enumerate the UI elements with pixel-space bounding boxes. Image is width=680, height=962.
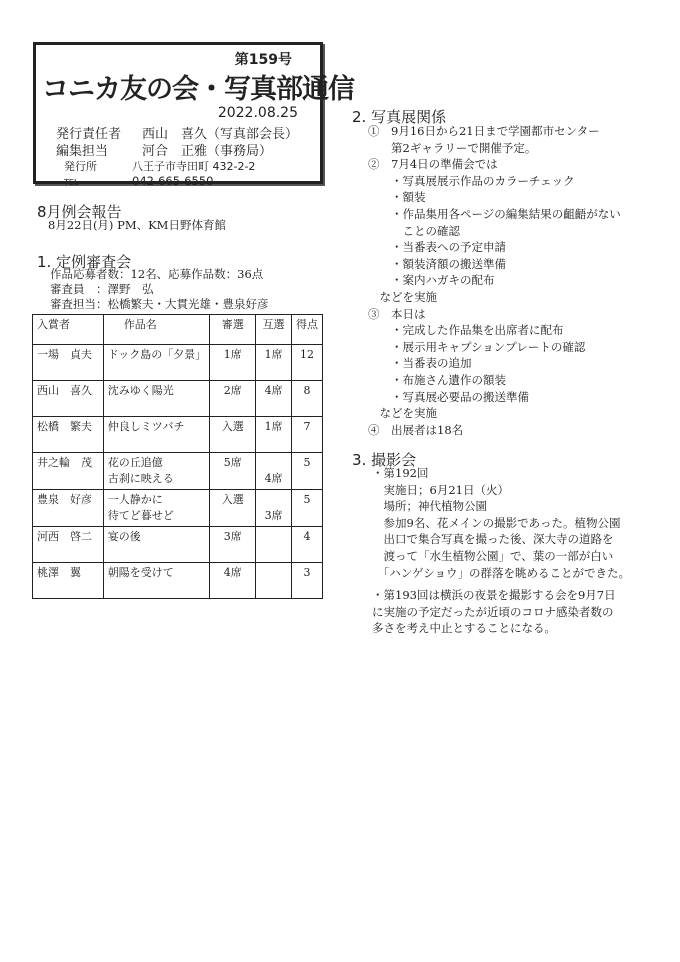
- judge-rank: 1席: [210, 345, 256, 381]
- results-table: [32, 314, 323, 599]
- winner-name: 井之輪 茂: [33, 453, 104, 490]
- editor-line: [56, 140, 272, 159]
- section1-info: [50, 267, 269, 312]
- score: 4: [292, 527, 323, 563]
- note-line: に実施の予定だったが近頃のコロナ感染者数の: [372, 604, 614, 619]
- mutual-rank-2: 3席: [264, 509, 283, 522]
- winner-name: 豊泉 好彦: [33, 490, 104, 527]
- work-title: 古刹に映える: [107, 472, 174, 485]
- score: 8: [292, 381, 323, 417]
- work-title: 朝陽を受けて: [107, 566, 174, 579]
- list-line: ・当番表の追加: [368, 356, 472, 371]
- list-line: などを実施: [368, 406, 437, 421]
- work-title: 一人静かに: [107, 493, 163, 506]
- work-title: 沈みゆく陽光: [107, 384, 174, 397]
- winner-name: 河西 啓二: [33, 527, 104, 563]
- publisher-name: 西山 喜久（写真部会長）: [142, 127, 299, 142]
- work-titles: [103, 417, 210, 453]
- info-line: 作品応募者数：12名、応募作品数：36点: [50, 267, 264, 281]
- list-line: ・布施さん遺作の額装: [368, 372, 506, 387]
- winner-name: 桃澤 翼: [33, 563, 104, 599]
- list-line: 第2ギャラリーで開催予定。: [368, 140, 537, 155]
- work-title: 花の丘追億: [107, 456, 163, 469]
- list-line: 出口で集合写真を撮った後、深大寺の道路を: [372, 532, 614, 547]
- list-line: ・展示用キャプションプレートの確認: [368, 339, 586, 354]
- newsletter-title: コニカ友の会・写真部通信: [42, 74, 354, 105]
- list-line: 渡って「水生植物公園」で、葉の一部が白い: [372, 548, 614, 563]
- work-title: 仲良しミツバチ: [107, 420, 185, 433]
- col-header: 作品名: [103, 315, 210, 345]
- mutual-rank: [256, 527, 292, 563]
- table-row: [33, 453, 323, 490]
- issue-number: 第159号: [234, 52, 292, 68]
- list-line: ・額装: [368, 190, 426, 205]
- editor-label: 編集担当: [56, 144, 109, 159]
- mutual-rank-1: 1席: [264, 348, 283, 361]
- list-line: ことの確認: [368, 223, 460, 238]
- list-line: 「ハンゲショウ」の群落を眺めることができた。: [372, 565, 631, 580]
- mutual-rank-1: [260, 492, 287, 508]
- table-row: [33, 417, 323, 453]
- note-line: 多さを考え中止とすることになる。: [372, 621, 556, 636]
- tel-line: [64, 174, 213, 188]
- list-line: ① 9月16日から21日まで学園都市センター: [368, 124, 600, 138]
- list-line: ・写真展展示作品のカラーチェック: [368, 173, 575, 188]
- judge-rank: 2席: [210, 381, 256, 417]
- list-line: 参加9名、花メインの撮影であった。植物公園: [372, 515, 621, 530]
- editor-name: 河合 正雅（事務局）: [142, 144, 273, 159]
- mutual-rank: [256, 563, 292, 599]
- list-line: ④ 出展者は18名: [368, 422, 464, 437]
- work-titles: [103, 527, 210, 563]
- work-title: ドック島の「夕景」: [107, 348, 207, 361]
- score: 3: [292, 563, 323, 599]
- list-line: ・第192回: [372, 466, 429, 480]
- list-line: ・当番表への予定申請: [368, 240, 506, 255]
- col-header: 互選: [256, 315, 292, 345]
- table-row: [33, 381, 323, 417]
- section3-title: 3. 撮影会: [352, 451, 417, 469]
- work-title: 待てど暮せど: [107, 509, 174, 522]
- list-line: ・作品集用各ページの編集結果の齟齬がない: [368, 206, 621, 221]
- mutual-rank: [256, 381, 292, 417]
- section3-note: [372, 587, 616, 637]
- table-row: [33, 345, 323, 381]
- work-titles: [103, 453, 210, 490]
- table-row: [33, 563, 323, 599]
- winner-name: 西山 喜久: [33, 381, 104, 417]
- mutual-rank-1: 1席: [264, 420, 283, 433]
- col-header: 審選: [210, 315, 256, 345]
- office-label: 発行所: [64, 160, 97, 173]
- tel-label: TEL: [64, 178, 79, 187]
- score: 5: [292, 490, 323, 527]
- list-line: 場所；神代植物公園: [372, 499, 487, 514]
- section2-title: 2. 写真展関係: [352, 108, 447, 126]
- winner-name: 一場 貞夫: [33, 345, 104, 381]
- note-line: ・第193回は横浜の夜景を撮影する会を9月7日: [372, 588, 616, 602]
- list-line: ③ 本日は: [368, 306, 426, 321]
- section3-body: [372, 465, 630, 581]
- info-line: 審査員 ：澤野 弘: [50, 282, 154, 296]
- score: 12: [292, 345, 323, 381]
- report-subtitle: 8月22日(月) PM、KM日野体育館: [48, 218, 226, 232]
- judge-rank: 4席: [210, 563, 256, 599]
- winner-name: 松橋 繁夫: [33, 417, 104, 453]
- mutual-rank-2: 4席: [264, 472, 283, 485]
- report-title: 8月例会報告: [37, 203, 122, 221]
- masthead-box: [33, 42, 354, 188]
- mutual-rank: [256, 345, 292, 381]
- list-line: ・写真展必要品の搬送準備: [368, 389, 529, 404]
- work-titles: [103, 345, 210, 381]
- list-line: 実施日；6月21日（火）: [372, 482, 509, 497]
- list-line: などを実施: [368, 289, 437, 304]
- tel-number: 042-665-6550: [132, 174, 214, 188]
- judge-rank: 入選: [210, 417, 256, 453]
- judge-rank: 5席: [210, 453, 256, 490]
- table-row: [33, 490, 323, 527]
- mutual-rank-1: [260, 455, 287, 471]
- list-line: ・案内ハガキの配布: [368, 273, 495, 288]
- judge-rank: 3席: [210, 527, 256, 563]
- mutual-rank: [256, 453, 292, 490]
- work-titles: [103, 381, 210, 417]
- info-line: 審査担当：松橋繁夫・大貫光雄・豊泉好彦: [50, 297, 269, 311]
- table-row: [33, 527, 323, 563]
- section2-body: [368, 123, 621, 438]
- table-header-row: [33, 315, 323, 345]
- score: 5: [292, 453, 323, 490]
- office-address: 八王子市寺田町 432-2-2: [132, 160, 256, 173]
- work-title: 宴の後: [107, 530, 141, 543]
- judge-rank: 入選: [210, 490, 256, 527]
- publisher-label: 発行責任者: [56, 127, 122, 142]
- list-line: ・額装済額の搬送準備: [368, 256, 506, 271]
- work-titles: [103, 563, 210, 599]
- col-header: 得点: [292, 315, 323, 345]
- issue-date: 2022.08.25: [217, 105, 298, 121]
- list-line: ・完成した作品集を出席者に配布: [368, 323, 564, 338]
- section1-title: 1. 定例審査会: [37, 253, 132, 271]
- score: 7: [292, 417, 323, 453]
- list-line: ② 7月4日の準備会では: [368, 157, 498, 172]
- work-titles: [103, 490, 210, 527]
- mutual-rank: [256, 490, 292, 527]
- office-line: [64, 158, 255, 174]
- mutual-rank: [256, 417, 292, 453]
- mutual-rank-1: 4席: [264, 384, 283, 397]
- col-header: 入賞者: [33, 315, 104, 345]
